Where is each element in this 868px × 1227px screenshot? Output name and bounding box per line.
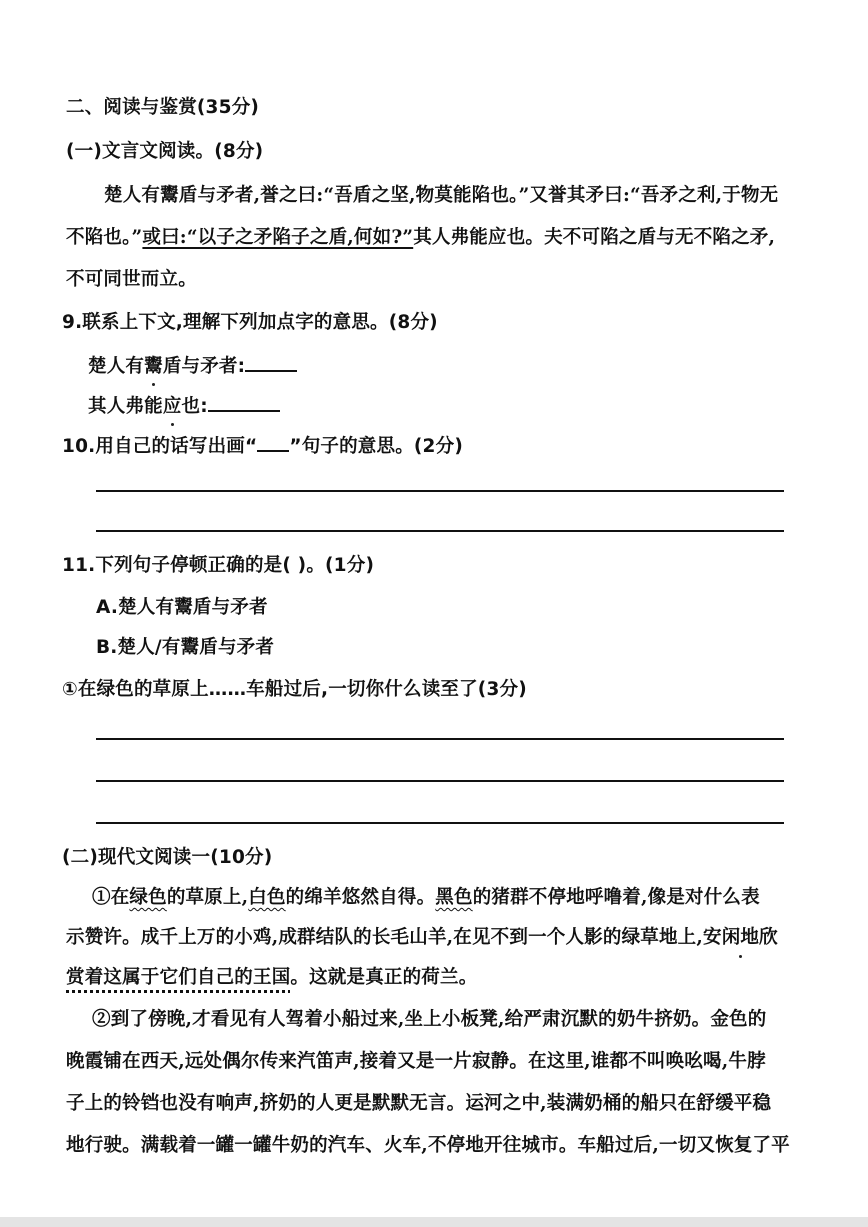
extra-answer-line-3[interactable] (96, 822, 784, 824)
underlined-sentence: 或曰:“以子之矛陷子之盾,何如?” (142, 227, 414, 248)
wavy-word-white: 白色 (248, 887, 286, 908)
question-11-option-a[interactable]: A.楚人有鬻盾与矛者 (96, 597, 268, 618)
question-9-item-1 (88, 352, 798, 379)
classical-passage-line-2-pre: 不陷也。” (66, 227, 143, 248)
q9-answer-blank-1[interactable] (245, 352, 297, 372)
q9-item1-pre: 楚人有 (88, 356, 145, 377)
question-9-item-2 (88, 392, 798, 419)
p1-l3-b: 。这就是真正的荷兰。 (290, 967, 478, 988)
question-11-option-b[interactable]: B.楚人/有鬻盾与矛者 (96, 637, 275, 658)
part1-title: (一)文言文阅读。(8分) (66, 141, 264, 162)
q9-item1-post: 盾与矛者: (162, 356, 246, 377)
p1-l1-a: ①在 (92, 887, 130, 908)
q10-stem-post: ”句子的意思。(2分) (289, 436, 463, 457)
q10-answer-line-1[interactable] (96, 490, 784, 492)
wavy-word-black: 黑色 (435, 887, 473, 908)
page-bottom-edge (0, 1217, 868, 1227)
section-title: 二、阅读与鉴赏(35分) (66, 97, 260, 118)
p1-l2-dotted: 安闲地欣 (703, 927, 778, 948)
q9-item2-dotted-char: 应 (162, 396, 182, 417)
question-10-stem (62, 432, 798, 459)
classical-passage-line-1: 楚人有鬻盾与矛者,誉之曰:“吾盾之坚,物莫能陷也。”又誉其矛曰:“吾矛之利,于物无 (104, 185, 779, 206)
extra-answer-line-2[interactable] (96, 780, 784, 782)
modern-passage-p1-line-2 (66, 926, 798, 950)
modern-passage-p2-line-4: 地行驶。满载着一罐一罐牛奶的汽车、火车,不停地开往城市。车船过后,一切又恢复了平 (66, 1135, 790, 1156)
p1-l1-c: 的绵羊悠然自得。 (285, 887, 436, 908)
classical-passage-line-2 (66, 226, 798, 250)
question-9-stem: 9.联系上下文,理解下列加点字的意思。(8分) (62, 312, 438, 333)
question-11-stem: 11.下列句子停顿正确的是( )。(1分) (62, 555, 375, 576)
dotted-phrase-2: 赏着这属于它们自己的王国 (66, 967, 291, 988)
question-extra-stem: ①在绿色的草原上……车船过后,一切你什么读至了(3分) (62, 679, 527, 700)
q9-item1-dotted-char: 鬻 (144, 356, 163, 377)
modern-passage-p1-line-3 (66, 966, 798, 990)
q9-answer-blank-2[interactable] (208, 392, 280, 412)
q9-item2-post: 也: (181, 396, 208, 417)
p1-l2-a: 示赞许。成千上万的小鸡,成群结队的长毛山羊,在见不到一个人影的绿草地上, (66, 927, 704, 948)
q10-underline-mark (257, 432, 289, 452)
extra-answer-line-1[interactable] (96, 738, 784, 740)
part2-title: (二)现代文阅读一(10分) (62, 847, 273, 868)
p1-l1-d: 的猪群不停地呼噜着,像是对什么表 (472, 887, 760, 908)
q9-item2-pre: 其人弗能 (88, 396, 163, 417)
classical-passage-line-3: 不可同世而立。 (66, 269, 197, 290)
p1-l1-b: 的草原上, (166, 887, 249, 908)
modern-passage-p1-line-1 (92, 886, 798, 910)
modern-passage-p2-line-2: 晚霞铺在西天,远处偶尔传来汽笛声,接着又是一片寂静。在这里,谁都不叫唤吆喝,牛脖 (66, 1051, 766, 1072)
wavy-word-green: 绿色 (129, 887, 167, 908)
modern-passage-p2-line-1: ②到了傍晚,才看见有人驾着小船过来,坐上小板凳,给严肃沉默的奶牛挤奶。金色的 (92, 1009, 767, 1030)
modern-passage-p2-line-3: 子上的铃铛也没有响声,挤奶的人更是默默无言。运河之中,装满奶桶的船只在舒缓平稳 (66, 1093, 772, 1114)
q10-answer-line-2[interactable] (96, 530, 784, 532)
q10-stem-pre: 10.用自己的话写出画“ (62, 436, 258, 457)
dotted-phrase-1 (703, 927, 778, 948)
classical-passage-line-2-post: 其人弗能应也。夫不可陷之盾与无不陷之矛, (413, 227, 776, 248)
